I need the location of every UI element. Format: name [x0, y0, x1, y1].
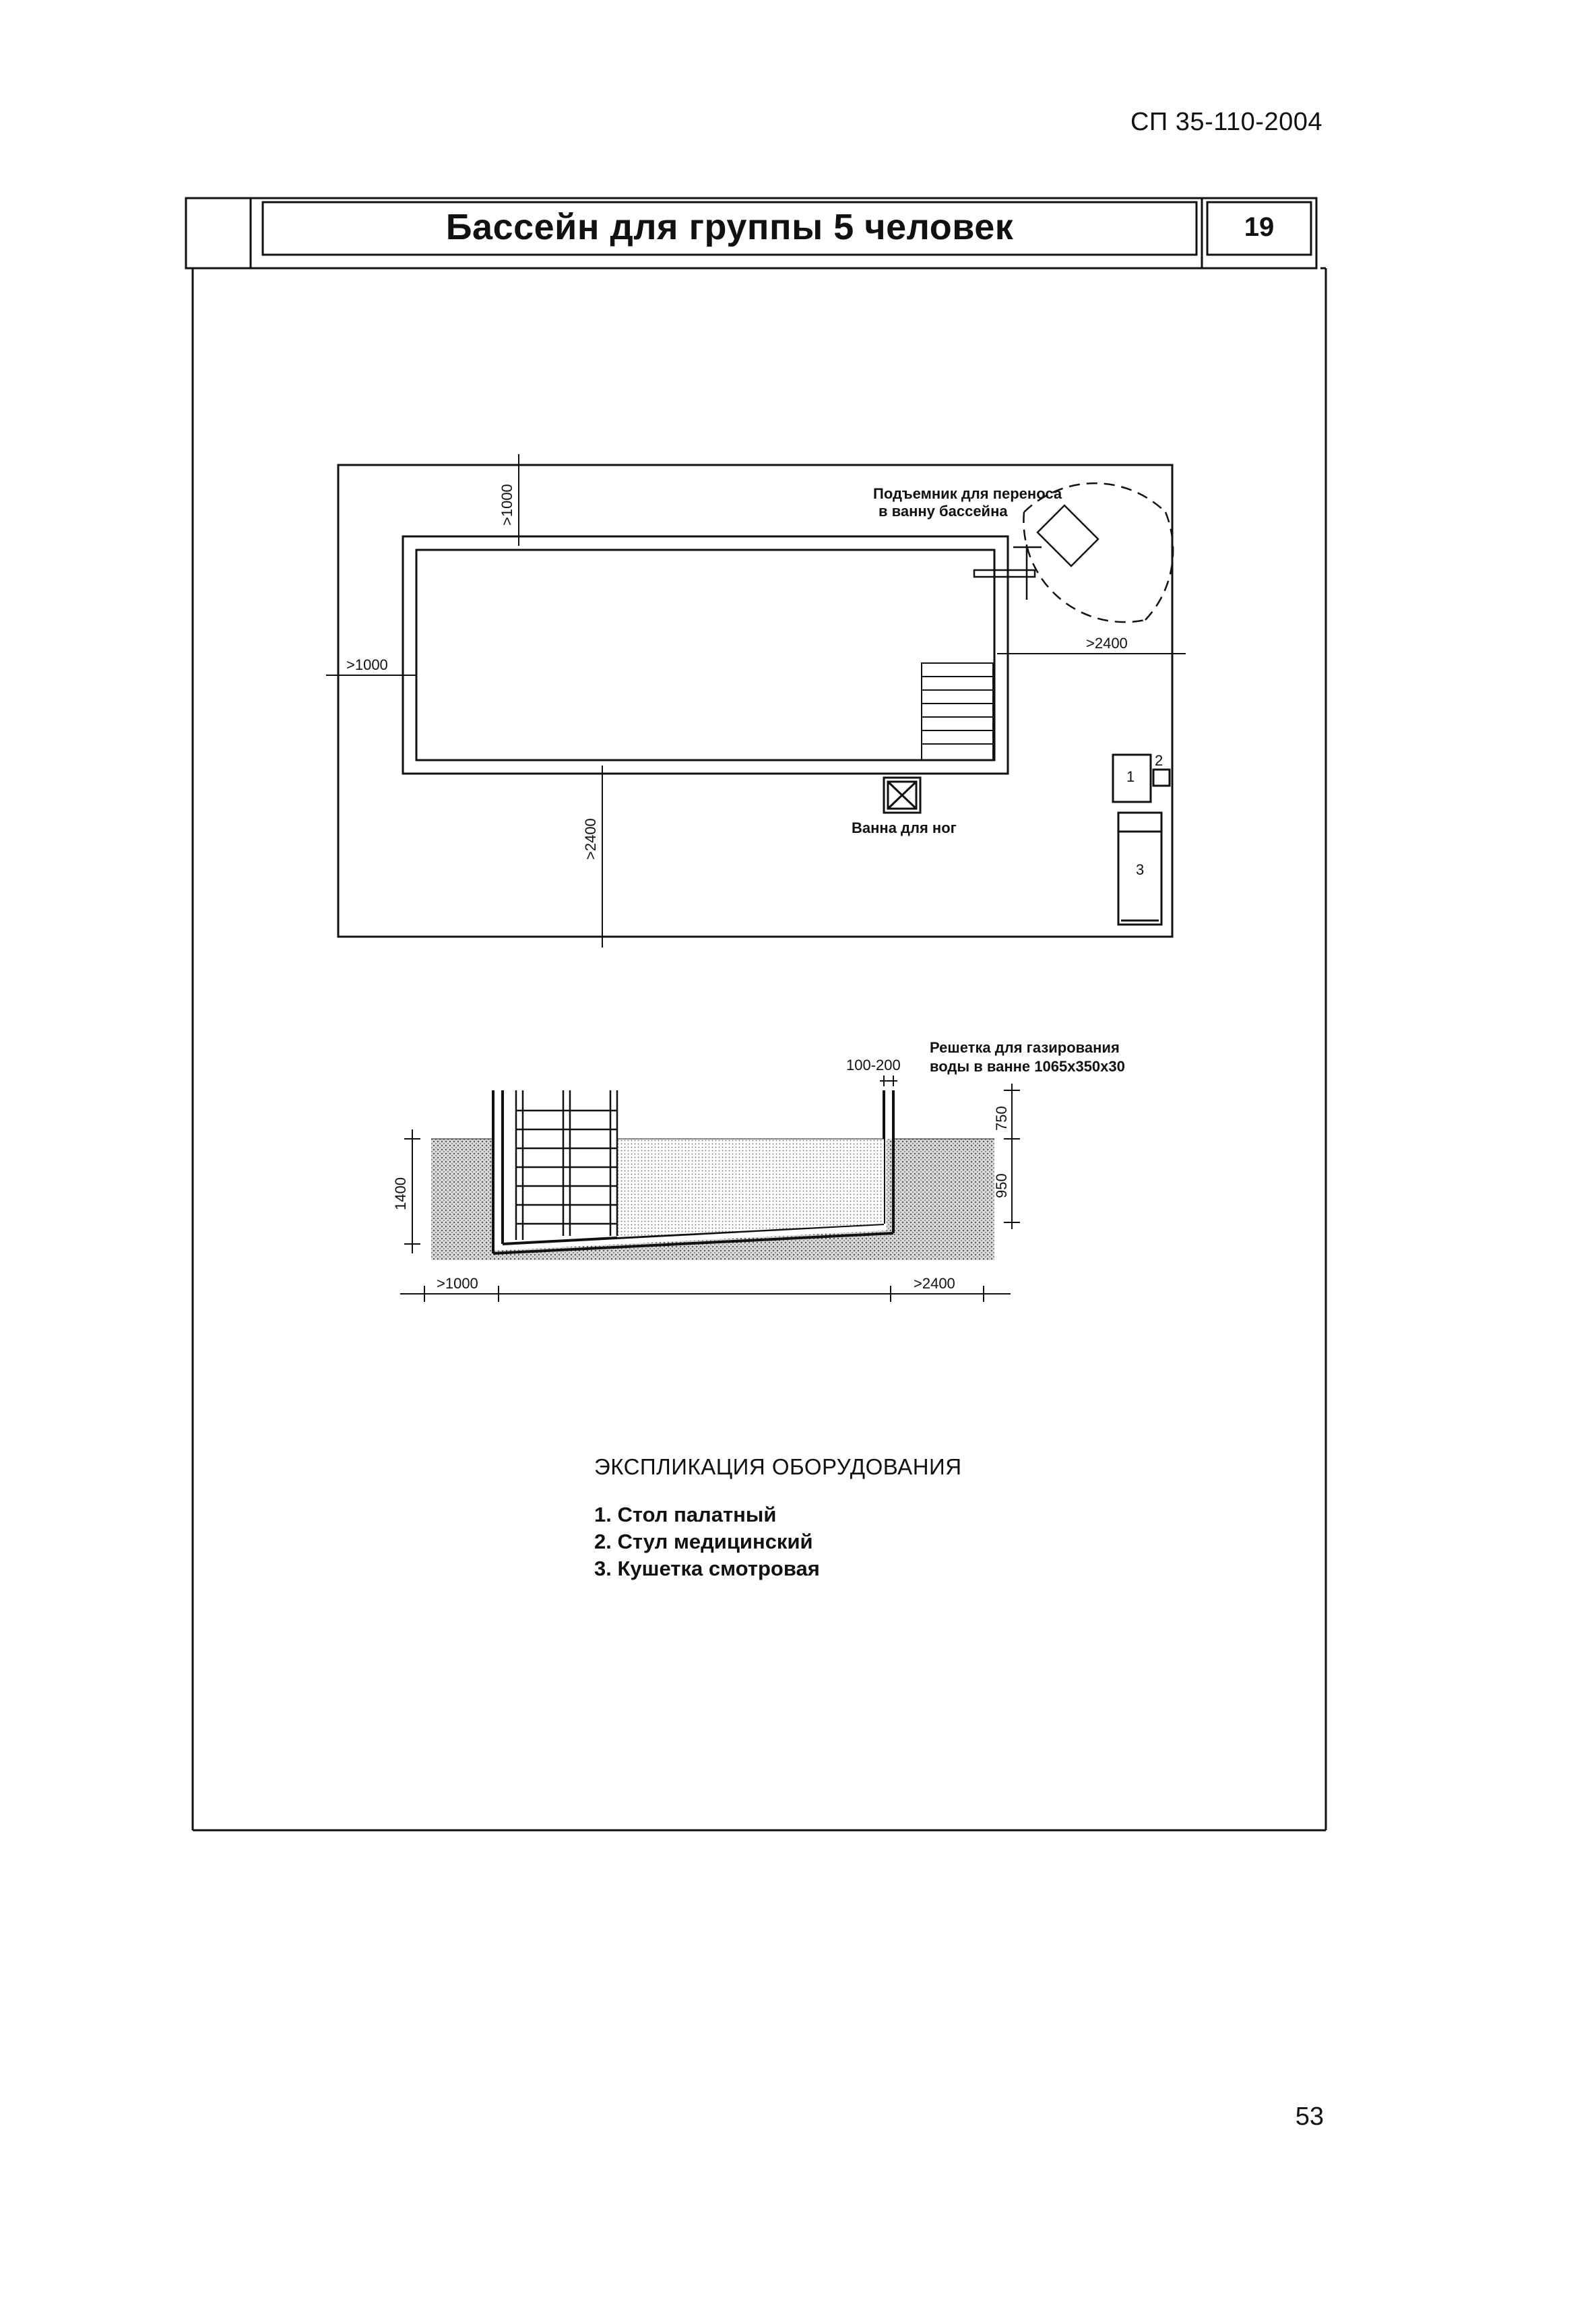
dim-section-left: >1000 — [437, 1275, 478, 1292]
equipment-legend — [594, 1454, 962, 1582]
lift-label-2: в ванну бассейна — [879, 503, 1008, 520]
legend-item: 1. Стол палатный — [594, 1503, 777, 1526]
dim-bottom: >2400 — [582, 818, 599, 860]
legend-item: 2. Стул медицинский — [594, 1530, 813, 1553]
grate-label-1: Решетка для газирования — [930, 1039, 1120, 1056]
legend-title: ЭКСПЛИКАЦИЯ ОБОРУДОВАНИЯ — [594, 1454, 962, 1479]
water-fill — [617, 1139, 884, 1237]
equip-1-label: 1 — [1126, 768, 1135, 785]
section-stairs — [516, 1090, 617, 1240]
lift-label-1: Подъемник для переноса — [873, 485, 1062, 502]
dim-1400: 1400 — [392, 1177, 409, 1210]
dim-left: >1000 — [346, 656, 388, 673]
dim-top: >1000 — [499, 484, 515, 526]
legend-item: 3. Кушетка смотровая — [594, 1557, 820, 1580]
dim-950: 950 — [993, 1173, 1010, 1198]
equip-2-label: 2 — [1155, 752, 1163, 769]
foot-bath-label: Ванна для ног — [852, 819, 957, 836]
dim-750: 750 — [993, 1106, 1010, 1131]
page-number: 53 — [1295, 2102, 1324, 2131]
dim-right: >2400 — [1086, 635, 1128, 652]
dim-rim: 100-200 — [846, 1057, 901, 1073]
document-code: СП 35-110-2004 — [1130, 108, 1322, 136]
sheet-title: Бассейн для группы 5 человек — [445, 207, 1014, 247]
grate-label-2: воды в ванне 1065x350x30 — [930, 1058, 1125, 1075]
dim-section-right: >2400 — [914, 1275, 955, 1292]
sheet-number: 19 — [1244, 212, 1275, 242]
equip-3-label: 3 — [1136, 861, 1145, 878]
